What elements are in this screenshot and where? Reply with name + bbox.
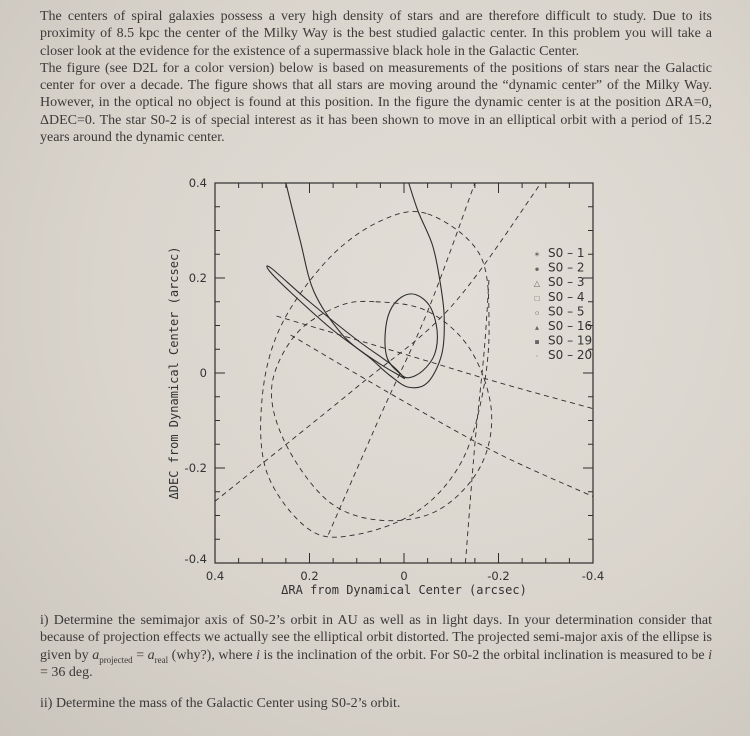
y-tick-label: -0.4 — [184, 552, 207, 566]
math-sub-projected: projected — [99, 654, 133, 665]
y-tick-label: 0 — [199, 366, 207, 380]
math-i-2: i — [708, 647, 712, 663]
question-1-text-2: (why?), where — [168, 647, 257, 663]
y-tick-label: 0.2 — [188, 271, 207, 285]
legend-entry: S0 – 2 — [548, 260, 585, 275]
legend-entry: S0 – 1 — [548, 246, 585, 260]
legend-entry: S0 – 5 — [548, 304, 585, 319]
y-tick-label: -0.2 — [184, 461, 207, 475]
legend-marker-icon: ▴ — [534, 323, 540, 332]
orbit-s0-5 — [215, 183, 541, 501]
x-tick-label: -0.2 — [487, 569, 510, 583]
y-tick-label: 0.4 — [188, 176, 207, 190]
x-tick-label: 0.4 — [205, 569, 225, 583]
question-1-text-4: = 36 deg. — [40, 664, 93, 680]
math-a: a — [92, 647, 100, 663]
legend-marker-icon: ✶ — [533, 250, 541, 259]
orbit-s0-4 — [328, 183, 474, 535]
orbit-s0-1 — [286, 183, 444, 388]
orbit-s0-3 — [276, 316, 593, 409]
orbit-s0-19 — [261, 212, 489, 538]
plot-frame — [215, 183, 593, 563]
legend-entry: S0 – 4 — [548, 289, 585, 304]
orbit-s0-1b — [465, 278, 489, 563]
question-2: ii) Determine the mass of the Galactic Center using S0-2’s orbit. — [40, 696, 401, 712]
intro-paragraph-2: The figure (see D2L for a color version) below is based on measurements of the positions of stars near the Galactic center for over a decade. The figure shows that all stars are moving around the “dynamic center” of the Milky Way. However, in the optical no object is found at this position. In the figure the dynamic center is at the position ΔRA=0, ΔDEC=0. The star S0-2 is of special interest as it has been shown to move in an elliptical orbit with a period of 15.2 years around the dynamic center. — [40, 60, 712, 146]
legend-entry: S0 – 16 — [548, 319, 593, 333]
x-tick-label: -0.4 — [581, 569, 605, 583]
intro-paragraph-1: The centers of spiral galaxies possess a very high density of stars and are therefore difficult to study. Due to its proximity of 8.5 kpc the center of the Milky Way is the best studied galactic center. In this problem you will take a closer look at the evidence for the existence of a supermassive black hole in the Galactic Center. — [40, 9, 712, 59]
question-1 — [40, 612, 712, 681]
legend-marker-icon: □ — [534, 293, 540, 303]
x-tick-label: 0 — [400, 569, 408, 583]
math-sub-real: real — [154, 654, 169, 665]
question-1-text: i) Determine the semimajor axis of S0-2’s orbit in AU as well as in light days. In your determination consider that because of projection effects we actually see the elliptical orbit distorted. The projected semi-major axis of the ellipse is given by — [40, 613, 712, 663]
math-eq: = — [132, 647, 148, 663]
math-a-real: a — [147, 647, 155, 663]
legend-marker-icon: · — [535, 352, 539, 362]
x-axis-title: ΔRA from Dynamical Center (arcsec) — [281, 583, 527, 597]
orbit-s0-20 — [271, 301, 491, 520]
math-i: i — [256, 647, 260, 663]
orbit-s0-16 — [267, 266, 405, 379]
legend-marker-icon: △ — [533, 279, 541, 289]
y-axis-title: ΔDEC from Dynamical Center (arcsec) — [167, 246, 181, 500]
legend-entry: S0 – 3 — [548, 275, 585, 290]
x-tick-label: 0.2 — [300, 569, 319, 583]
legend-marker-icon: ○ — [534, 308, 540, 318]
legend-entry: S0 – 19 — [548, 333, 593, 348]
questions-section — [40, 612, 712, 712]
orbit-s0-2 — [385, 294, 437, 378]
question-1-text-3: is the inclination of the orbit. For S0-2 the orbital inclination is measured to be — [260, 647, 709, 663]
legend-marker-icon: ● — [534, 264, 540, 274]
legend-marker-icon: ■ — [534, 337, 540, 347]
legend-entry: S0 – 20 — [548, 348, 593, 363]
